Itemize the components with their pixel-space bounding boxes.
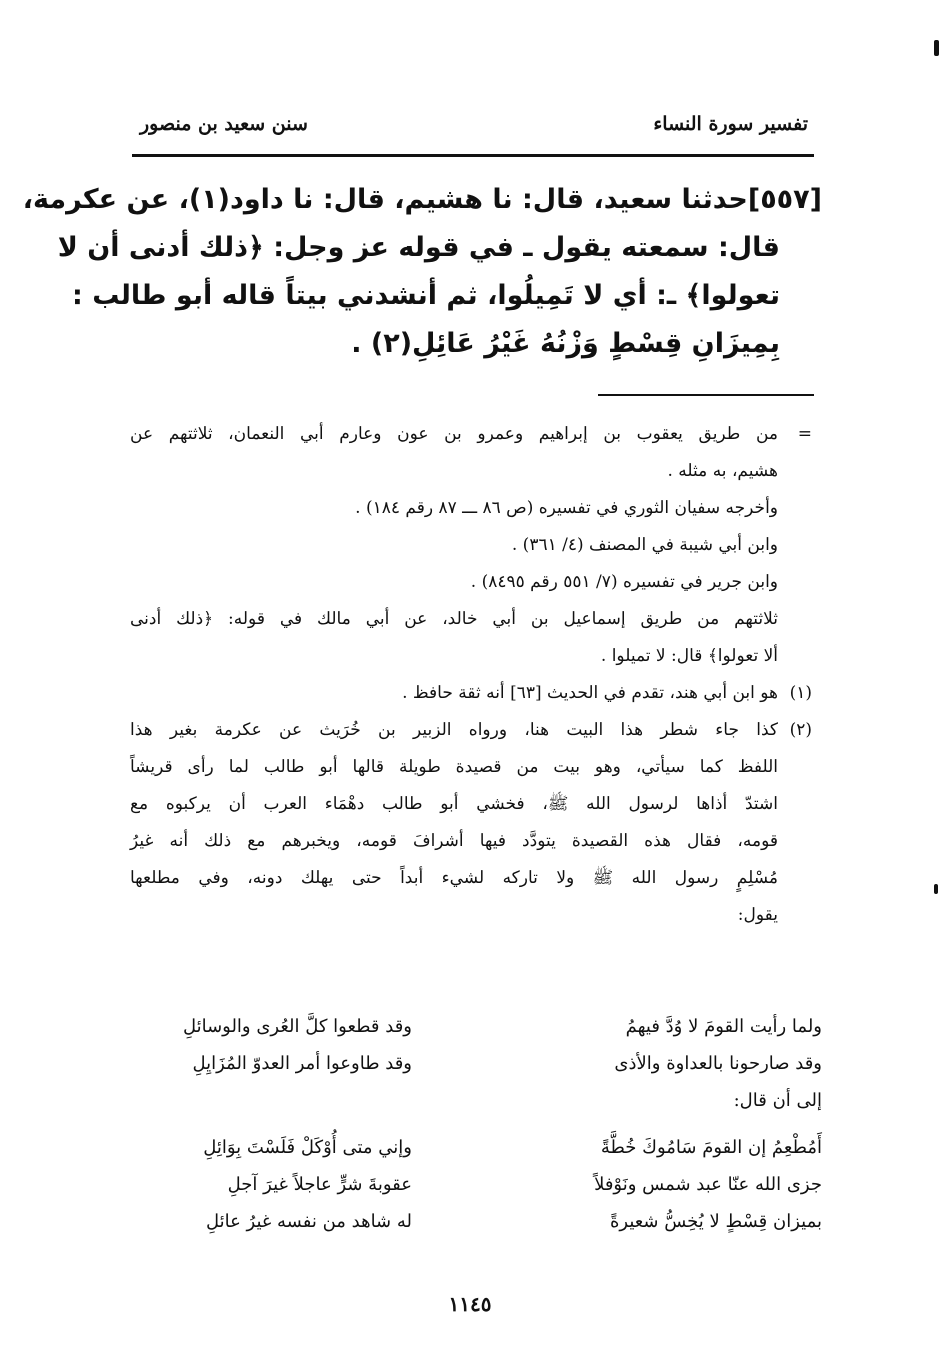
scan-edge-mark-top: [934, 40, 939, 56]
footnote-1-marker: (١): [789, 683, 812, 703]
verse-row: [122, 1045, 822, 1082]
footnote-2: (٢)كذا جاء شطر هذا البيت هنا، ورواه الزبير بن خُرَيث عن عكرمة بغير هذا: [130, 712, 812, 749]
verse-first-hemistich: ولما رأيت القومَ لا وُدَّ فيهمُ: [625, 1016, 822, 1037]
footnote-continuation-line: وأخرجه سفيان الثوري في تفسيره (ص ٨٦ ـــ ٨٧ رقم ١٨٤) .: [355, 498, 778, 518]
footnote-1: (١)هو ابن أبي هند، تقدم في الحديث [٦٣] أنه ثقة حافظ .: [130, 675, 812, 712]
footnote-2-line: اللفظ كما سيأتي، وهو بيت من قصيدة طويلة قالها أبو طالب لما رأى قريشاً: [130, 757, 778, 777]
footnote-continuation-line: =من طريق يعقوب بن إبراهيم وعمرو بن عون وعارم أبي النعمان، ثلاثتهم عن: [130, 416, 812, 453]
running-header-book: سنن سعيد بن منصور: [140, 113, 308, 135]
verse-second-hemistich: وقد قطعوا كلَّ العُرى والوسائلِ: [182, 1016, 412, 1037]
footnote-2-line: قومه، فقال هذه القصيدة يتودَّد فيها أشرافَ قومه، ويخبرهم مع ذلك أنه غيرُ: [130, 831, 778, 851]
running-header-chapter: تفسير سورة النساء: [653, 113, 808, 135]
continuation-marker: =: [797, 424, 812, 444]
verse-second-hemistich: وإني متى أُوْكَلْ فَلَسْتَ بِوَائِلِ: [203, 1137, 412, 1158]
hadith-line: قال: سمعته يقول ـ في قوله عز وجل: ﴿ذلك أدنى أن لا: [57, 232, 780, 263]
footnote-continuation-line: هشيم، به مثله .: [667, 461, 778, 481]
scan-edge-mark-middle: [934, 884, 938, 894]
verse-first-hemistich: بميزان قِسْطٍ لا يُخِسُّ شعيرةً: [609, 1211, 822, 1232]
hadith-line: تعولوا﴾ ـ: أي لا تَمِيلُوا، ثم أنشدني بيتاً قاله أبو طالب :: [72, 280, 780, 311]
verse-row: [122, 1166, 822, 1203]
footnote-2-line: مُسْلِمٍ رسول الله ﷺ ولا تاركه لشيء أبداً حتى يهلك دونه، وفي مطلعها: [130, 868, 778, 888]
page-number: ١١٤٥: [448, 1292, 492, 1316]
header-rule: [132, 154, 814, 157]
verse-second-hemistich: عقوبةَ شرٍّ عاجلاً غيرَ آجلِ: [227, 1174, 412, 1195]
footnote-2-line: يقول:: [737, 905, 778, 925]
footnote-rule: [598, 394, 814, 396]
footnote-continuation-line: وابن أبي شيبة في المصنف (٤/ ٣٦١) .: [511, 535, 778, 555]
footnote-continuation-line: وابن جرير في تفسيره (٧/ ٥٥١ رقم ٨٤٩٥) .: [470, 572, 778, 592]
poem-verses: [122, 1008, 822, 1240]
footnotes: [130, 416, 812, 934]
footnote-continuation-line: ثلاثتهم من طريق إسماعيل بن أبي خالد، عن أبي مالك في قوله: ﴿ذلك أدنى: [130, 609, 778, 629]
footnote-2-line: اشتدّ أذاها لرسول الله ﷺ، فخشي أبو طالب دهْمَاء العرب أن يركبوه مع: [130, 794, 778, 814]
verse-second-hemistich: وقد طاوعوا أمر العدوّ المُزَايِلِ: [192, 1053, 412, 1074]
hadith-text: [22, 176, 822, 368]
verse-first-hemistich: وقد صارحونا بالعداوة والأذى: [614, 1053, 822, 1074]
footnote-continuation-line: ألا تعولوا﴾ قال: لا تميلوا .: [600, 646, 778, 666]
hadith-line: بِمِيزَانِ قِسْطٍ وَزْنُهُ غَيْرُ عَائِلِ(٢) .: [351, 328, 780, 359]
verse-first-hemistich: أَمُطْعِمُ إن القومَ سَامُوكَ خُطَّةً: [600, 1137, 822, 1158]
verse-row: [122, 1203, 822, 1240]
verse-second-hemistich: له شاهد من نفسه غيرُ عائلِ: [205, 1211, 412, 1232]
verse-transition: إلى أن قال:: [733, 1090, 822, 1111]
verse-row: [122, 1129, 822, 1166]
verse-first-hemistich: جزى الله عنّا عبد شمس ونَوْفلاً: [594, 1174, 822, 1195]
footnote-2-marker: (٢): [789, 720, 812, 740]
verse-row: [122, 1008, 822, 1045]
hadith-line: [٥٥٧]حدثنا سعيد، قال: نا هشيم، قال: نا داود(١)، عن عكرمة،: [22, 184, 822, 215]
